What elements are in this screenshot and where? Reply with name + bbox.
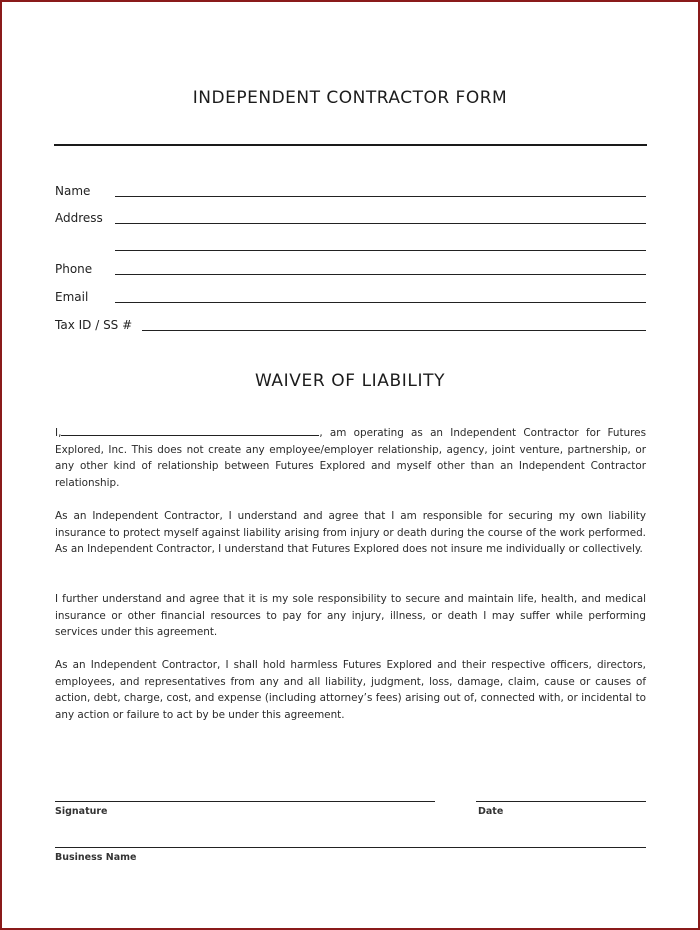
address-field-line-2[interactable]: [115, 250, 646, 251]
phone-label: Phone: [55, 262, 93, 276]
title-divider: [54, 144, 647, 146]
contractor-name-blank[interactable]: [61, 425, 319, 436]
waiver-paragraph-2: As an Independent Contractor, I understand and agree that I am responsible for securing my own liability insurance to protect myself against liability arising from injury or death during the course of the work performed. As an Independent Contractor, I understand that Futures Explored does not insure me individually or collectively.: [55, 510, 646, 555]
name-field-line[interactable]: [115, 196, 646, 197]
email-label: Email: [55, 290, 89, 304]
signature-label: Signature: [55, 806, 108, 817]
address-label: Address: [55, 211, 103, 225]
waiver-p1-text: , am operating as an Independent Contractor for Futures Explored, Inc. This does not create any employee/employer relationship, agency, joint venture, partnership, or any other kind of relationship between Futures Explored and myself other than an Independent Contractor relationship.: [55, 427, 646, 489]
waiver-paragraph-4: As an Independent Contractor, I shall hold harmless Futures Explored and their respective officers, directors, employees, and representatives from any and all liability, judgment, loss, damage, claim, cause or causes of action, debt, charge, cost, and expense (including attorney’s fees) arising out of, connected with, or incidental to any action or failure to act by be under this agreement.: [55, 659, 646, 721]
waiver-paragraph-3: I further understand and agree that it is my sole responsibility to secure and maintain life, health, and medical insurance or other financial resources to pay for any injury, illness, or death I may suffer while performing services under this agreement.: [55, 593, 646, 638]
waiver-title: WAIVER OF LIABILITY: [254, 371, 446, 391]
date-label: Date: [478, 806, 504, 817]
form-title: INDEPENDENT CONTRACTOR FORM: [192, 88, 508, 108]
waiver-p1-prefix: I,: [55, 427, 62, 439]
address-field-line-1[interactable]: [115, 223, 646, 224]
email-field-line[interactable]: [115, 302, 646, 303]
tax-id-label: Tax ID / SS #: [55, 318, 133, 332]
phone-field-line[interactable]: [115, 274, 646, 275]
date-line[interactable]: [476, 801, 646, 802]
name-label: Name: [55, 184, 91, 198]
waiver-paragraph-1: [55, 425, 646, 491]
signature-line[interactable]: [55, 801, 435, 802]
tax-id-field-line[interactable]: [142, 330, 646, 331]
business-name-line[interactable]: [55, 847, 646, 848]
business-name-label: Business Name: [55, 852, 137, 863]
